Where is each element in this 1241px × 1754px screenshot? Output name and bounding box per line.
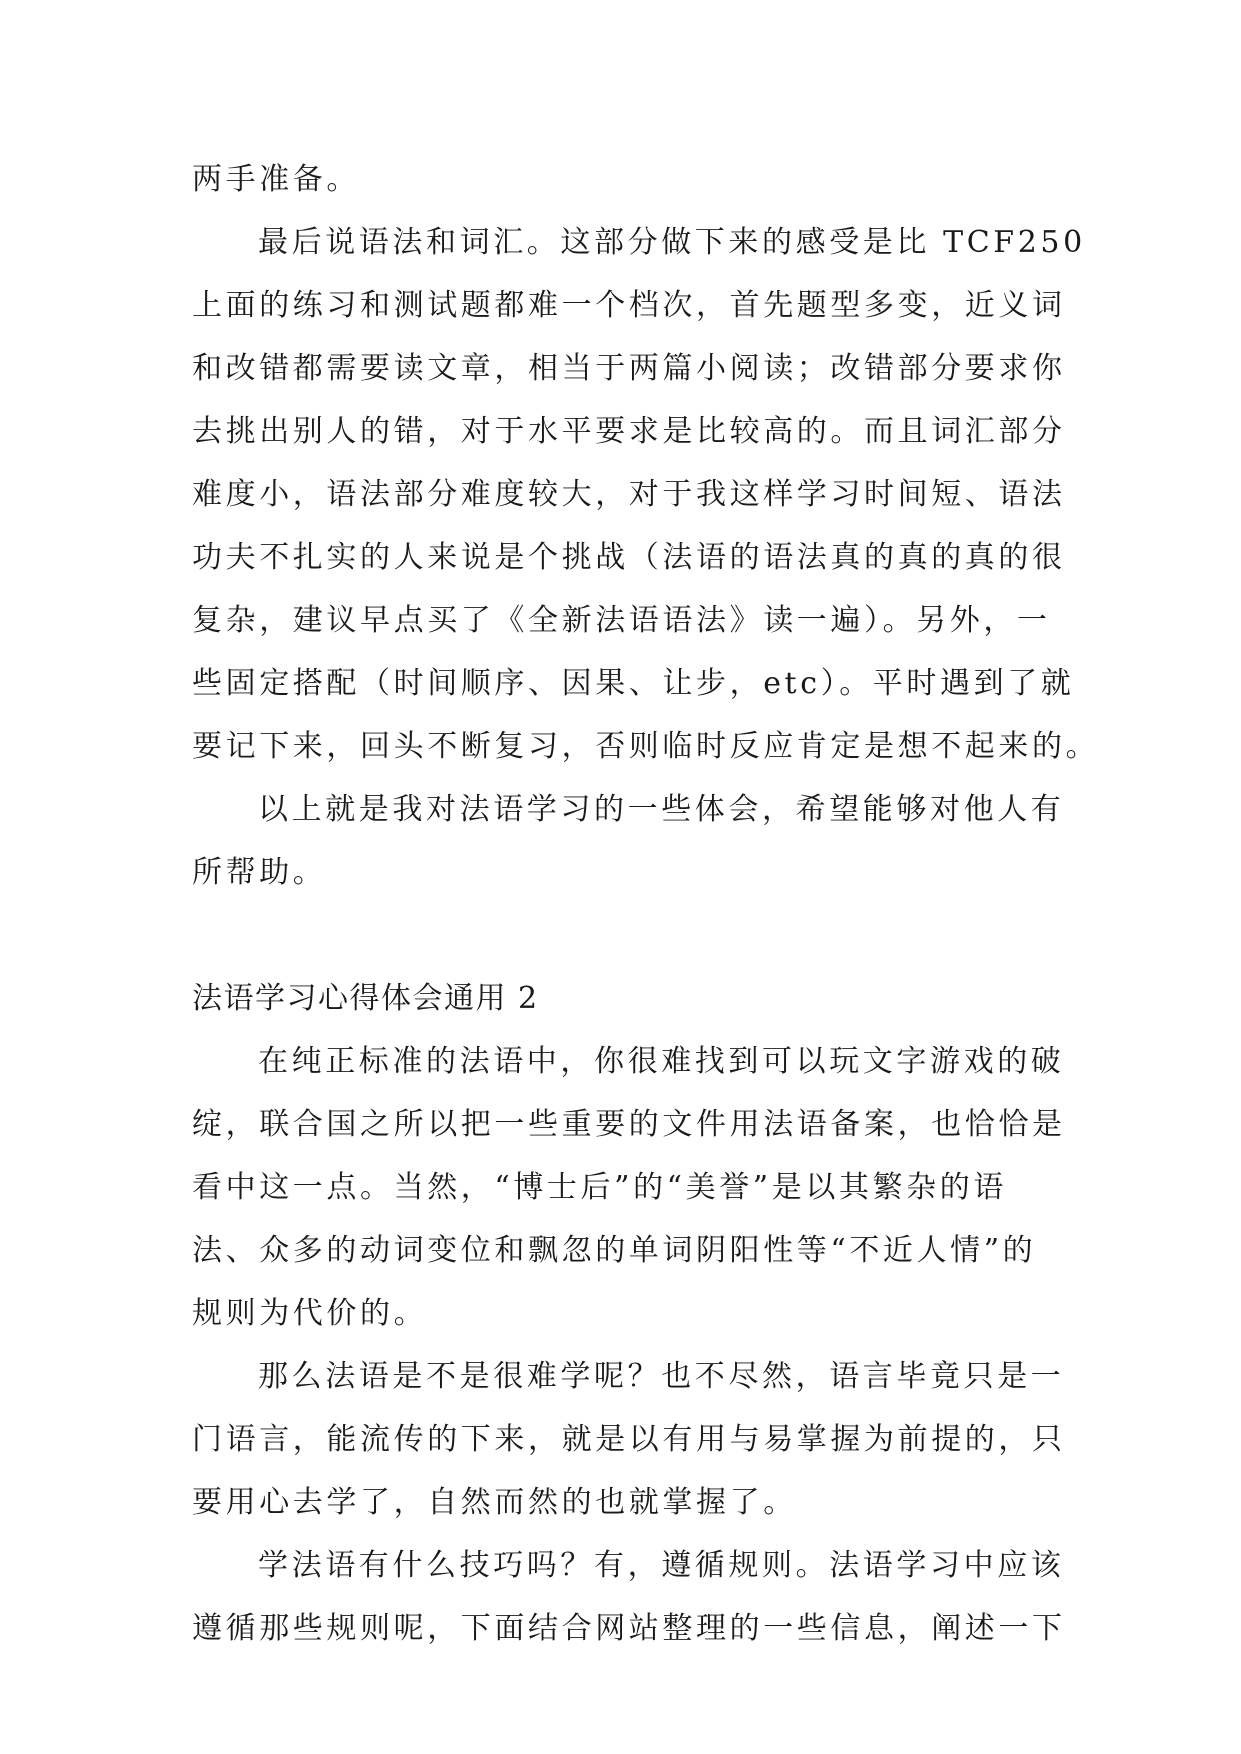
text-line: 两手准备。: [192, 162, 360, 197]
text-line: 所帮助。: [192, 855, 327, 890]
text-line: 去挑出别人的错，对于水平要求是比较高的。而且词汇部分: [192, 414, 1066, 449]
section-previous: [192, 148, 1100, 904]
text-line: 难度小，语法部分难度较大，对于我这样学习时间短、语法: [192, 477, 1066, 512]
section-article-2: [192, 967, 1066, 1660]
text-line: 法、众多的动词变位和飘忽的单词阴阳性等“不近人情”的: [192, 1233, 1037, 1268]
paragraph-start-line: 最后说语法和词汇。这部分做下来的感受是比 TCF250: [258, 225, 1086, 260]
text-line: 要用心去学了，自然而然的也就掌握了。: [192, 1485, 797, 1520]
document-page: [192, 148, 1100, 1660]
text-line: 规则为代价的。: [192, 1296, 428, 1331]
text-line: 遵循那些规则呢，下面结合网站整理的一些信息，阐述一下: [192, 1611, 1066, 1646]
text-line: 上面的练习和测试题都难一个档次，首先题型多变，近义词: [192, 288, 1066, 323]
section-title: 法语学习心得体会通用 2: [192, 981, 539, 1016]
text-line: 功夫不扎实的人来说是个挑战（法语的语法真的真的真的很: [192, 540, 1066, 575]
text-line: 和改错都需要读文章，相当于两篇小阅读；改错部分要求你: [192, 351, 1066, 386]
section-spacer: [192, 904, 1054, 967]
paragraph-start-line: 那么法语是不是很难学呢？也不尽然，语言毕竟只是一: [258, 1359, 1065, 1394]
text-line: 看中这一点。当然，“博士后”的“美誉”是以其繁杂的语: [192, 1170, 1007, 1205]
text-line: 些固定搭配（时间顺序、因果、让步，etc）。平时遇到了就: [192, 666, 1075, 701]
text-line: 要记下来，回头不断复习，否则临时反应肯定是想不起来的。: [192, 729, 1100, 764]
paragraph-start-line: 在纯正标准的法语中，你很难找到可以玩文字游戏的破: [258, 1044, 1065, 1079]
text-line: 绽，联合国之所以把一些重要的文件用法语备案，也恰恰是: [192, 1107, 1066, 1142]
text-line: 复杂，建议早点买了《全新法语语法》读一遍）。另外，一: [192, 603, 1051, 638]
text-line: 门语言，能流传的下来，就是以有用与易掌握为前提的，只: [192, 1422, 1066, 1457]
paragraph-start-line: 以上就是我对法语学习的一些体会，希望能够对他人有: [258, 792, 1065, 827]
paragraph-start-line: 学法语有什么技巧吗？有，遵循规则。法语学习中应该: [258, 1548, 1065, 1583]
